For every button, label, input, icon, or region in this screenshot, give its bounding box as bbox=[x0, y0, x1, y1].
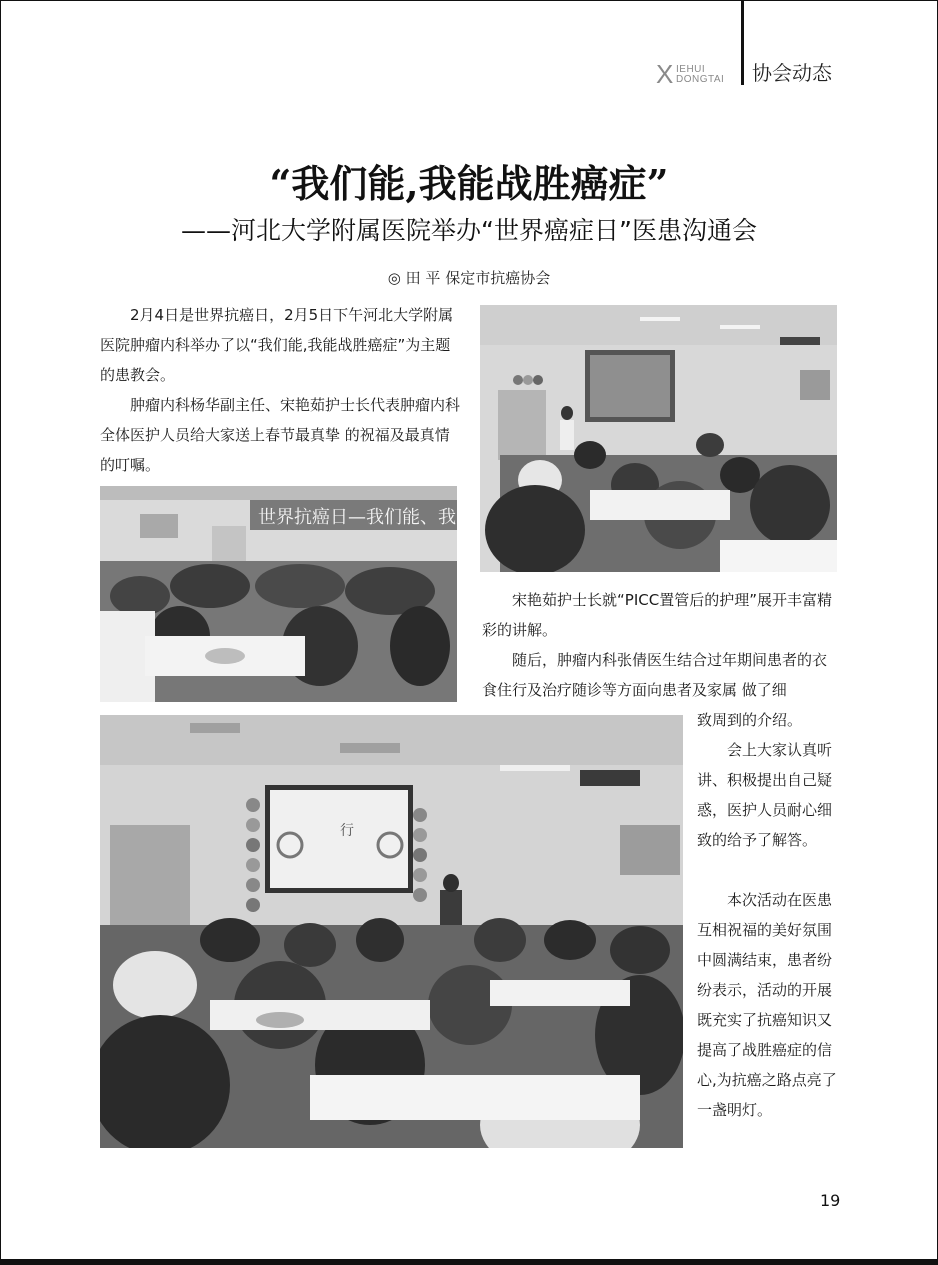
photo-lecture-presentation bbox=[480, 305, 837, 572]
paragraph-2: 肿瘤内科杨华副主任、宋艳茹护士长代表肿瘤内科全体医护人员给大家送上春节最真挚 的祝福及最真情的叮嘱。 bbox=[100, 396, 461, 474]
header-divider bbox=[741, 0, 744, 85]
paragraph-4-continued: 致周到的介绍。 bbox=[697, 711, 803, 729]
article-title: “我们能,我能战胜癌症” bbox=[269, 161, 669, 206]
logo-line-2: DONGTAI bbox=[676, 74, 725, 85]
photo-classroom-lecture bbox=[100, 715, 683, 1148]
paragraph-6: 本次活动在医患互相祝福的美好氛围中圆满结束，患者纷纷表示，活动的开展既充实了抗癌知识又提高了战胜癌症的信心,为抗癌之路点亮了一盏明灯。 bbox=[697, 891, 837, 1119]
photo-audience-banner bbox=[100, 486, 457, 702]
banner-text: 世界抗癌日—我们能、我 bbox=[258, 507, 456, 528]
logo-letter: X bbox=[656, 59, 674, 89]
paragraph-3: 宋艳茹护士长就“PICC置管后的护理”展开丰富精彩的讲解。 bbox=[482, 591, 832, 639]
slide-text: 行 bbox=[340, 823, 354, 839]
logo-line-1: IEHUI bbox=[676, 64, 706, 75]
section-logo bbox=[656, 59, 736, 89]
article-byline: ◎ 田 平 保定市抗癌协会 bbox=[387, 269, 551, 287]
article-subtitle: ——河北大学附属医院举办“世界癌症日”医患沟通会 bbox=[181, 216, 757, 245]
paragraph-5: 会上大家认真听讲、积极提出自己疑惑，医护人员耐心细致的给予了解答。 bbox=[697, 741, 833, 849]
section-name: 协会动态 bbox=[752, 61, 832, 85]
bottom-rule bbox=[0, 1259, 938, 1265]
page-number: 19 bbox=[820, 1191, 841, 1210]
paragraph-1: 2月4日是世界抗癌日，2月5日下午河北大学附属医院肿瘤内科举办了以“我们能,我能战胜癌症”为主题的患教会。 bbox=[100, 306, 454, 384]
paragraph-4: 随后，肿瘤内科张倩医生结合过年期间患者的衣食住行及治疗随诊等方面向患者及家属 做了细 bbox=[482, 651, 828, 699]
